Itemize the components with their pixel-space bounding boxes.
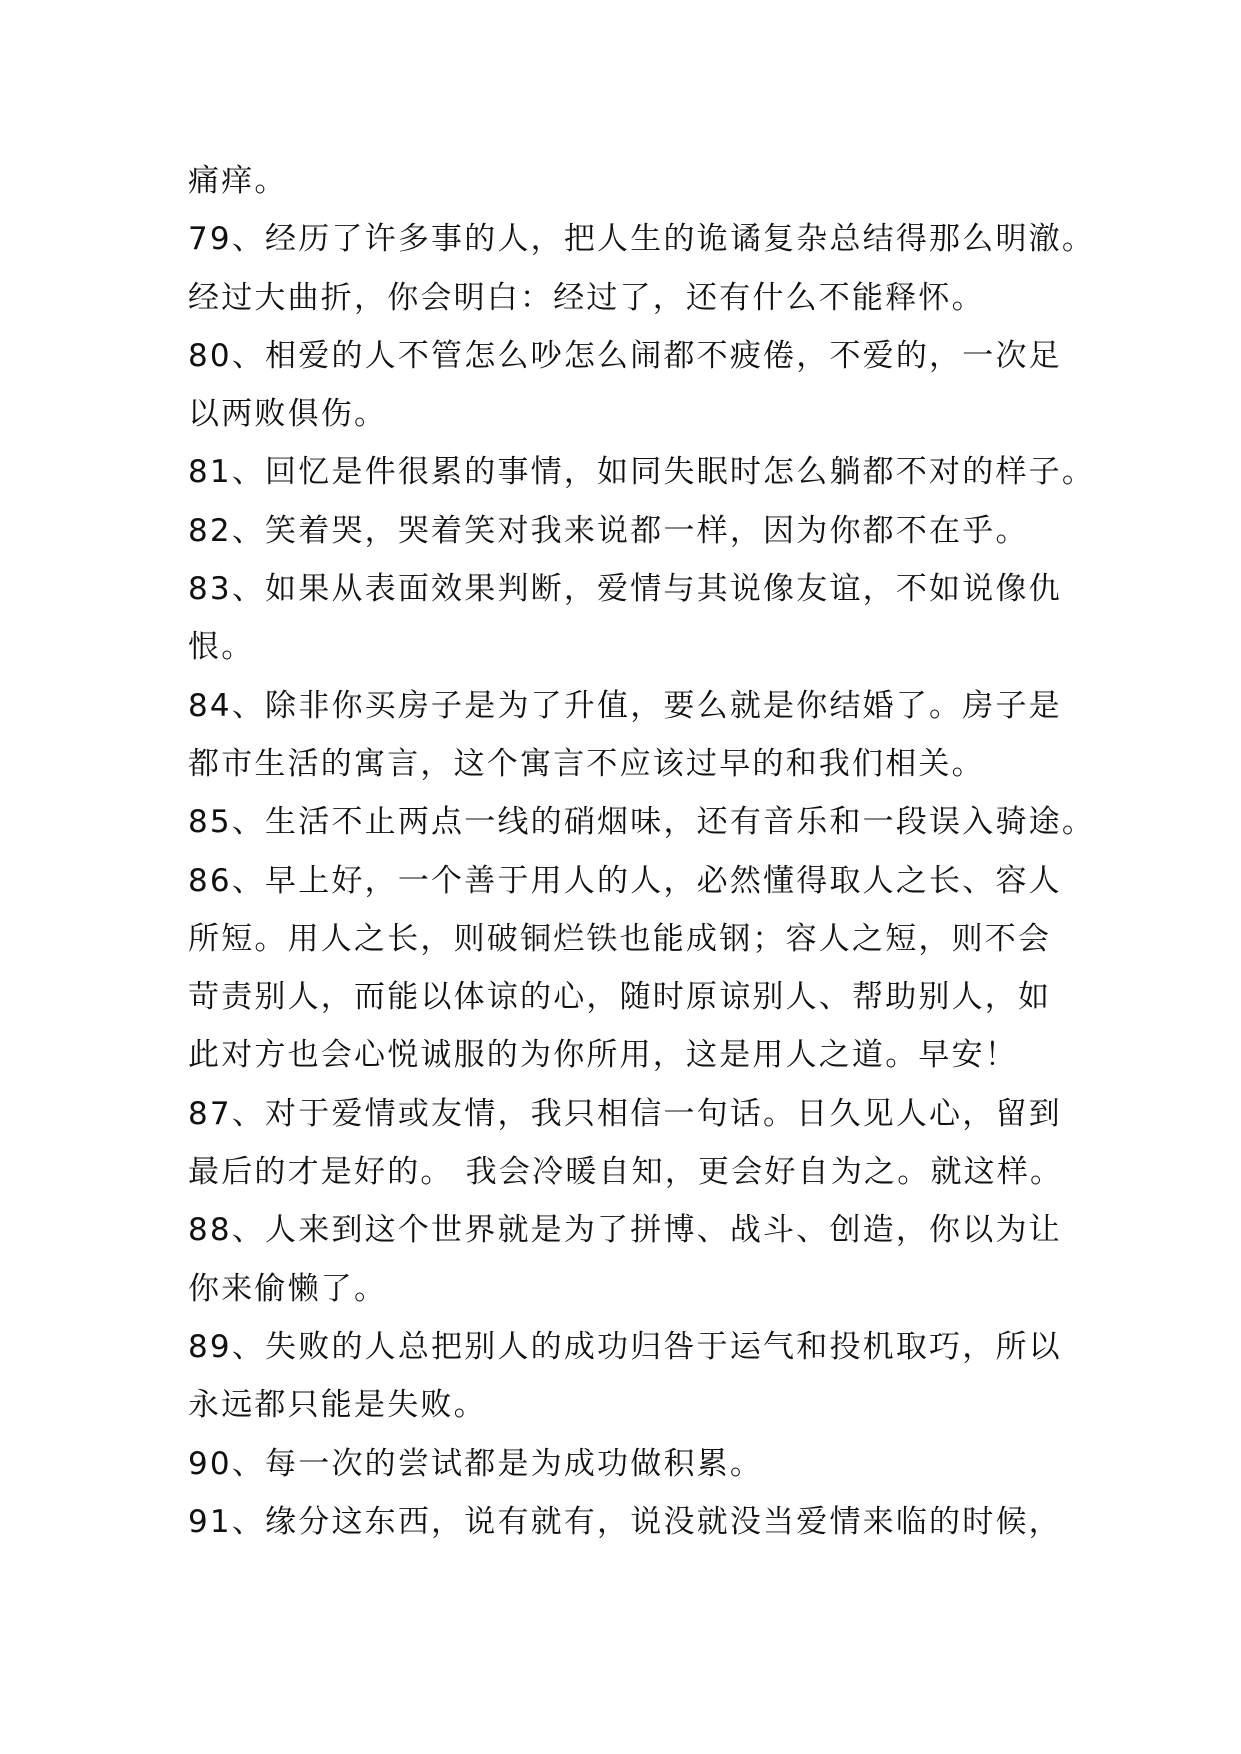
text-line: 苛责别人，而能以体谅的心，随时原谅别人、帮助别人，如 (188, 979, 1052, 1016)
text-line: 87、对于爱情或友情，我只相信一句话。日久见人心，留到 (188, 1095, 1062, 1132)
text-line: 永远都只能是失败。 (188, 1387, 487, 1424)
text-line: 都市生活的寓言，这个寓言不应该过早的和我们相关。 (188, 745, 985, 782)
text-line: 经过大曲折，你会明白：经过了，还有什么不能释怀。 (188, 279, 985, 316)
text-line: 痛痒。 (188, 163, 288, 199)
text-line: 79、经历了许多事的人，把人生的诡谲复杂总结得那么明澈。 (188, 221, 1096, 258)
text-line: 你来偷懒了。 (188, 1270, 388, 1307)
text-line: 82、笑着哭，哭着笑对我来说都一样，因为你都不在乎。 (188, 512, 1029, 549)
text-line: 所短。用人之长，则破铜烂铁也能成钢；容人之短，则不会 (188, 920, 1052, 957)
text-line: 90、每一次的尝试都是为成功做积累。 (188, 1445, 764, 1482)
text-line: 91、缘分这东西，说有就有，说没就没当爱情来临的时候， (188, 1503, 1062, 1540)
text-line: 最后的才是好的。 我会冷暖自知，更会好自为之。就这样。 (188, 1154, 1064, 1191)
text-line: 84、除非你买房子是为了升值，要么就是你结婚了。房子是 (188, 687, 1062, 724)
text-line: 以两败俱伤。 (188, 396, 388, 433)
text-line: 80、相爱的人不管怎么吵怎么闹都不疲倦，不爱的，一次足 (188, 337, 1062, 374)
text-line: 89、失败的人总把别人的成功归咎于运气和投机取巧，所以 (188, 1328, 1062, 1365)
text-line: 88、人来到这个世界就是为了拼博、战斗、创造，你以为让 (188, 1212, 1062, 1249)
text-line: 81、回忆是件很累的事情，如同失眠时怎么躺都不对的样子。 (188, 454, 1096, 491)
text-line: 86、早上好，一个善于用人的人，必然懂得取人之长、容人 (188, 862, 1062, 899)
text-line: 恨。 (188, 629, 255, 666)
document-body (188, 152, 1096, 1551)
text-line: 此对方也会心悦诚服的为你所用，这是用人之道。早安！ (188, 1037, 1018, 1074)
text-line: 85、生活不止两点一线的硝烟味，还有音乐和一段误入骑途。 (188, 804, 1096, 841)
text-line: 83、如果从表面效果判断，爱情与其说像友谊，不如说像仇 (188, 571, 1062, 608)
